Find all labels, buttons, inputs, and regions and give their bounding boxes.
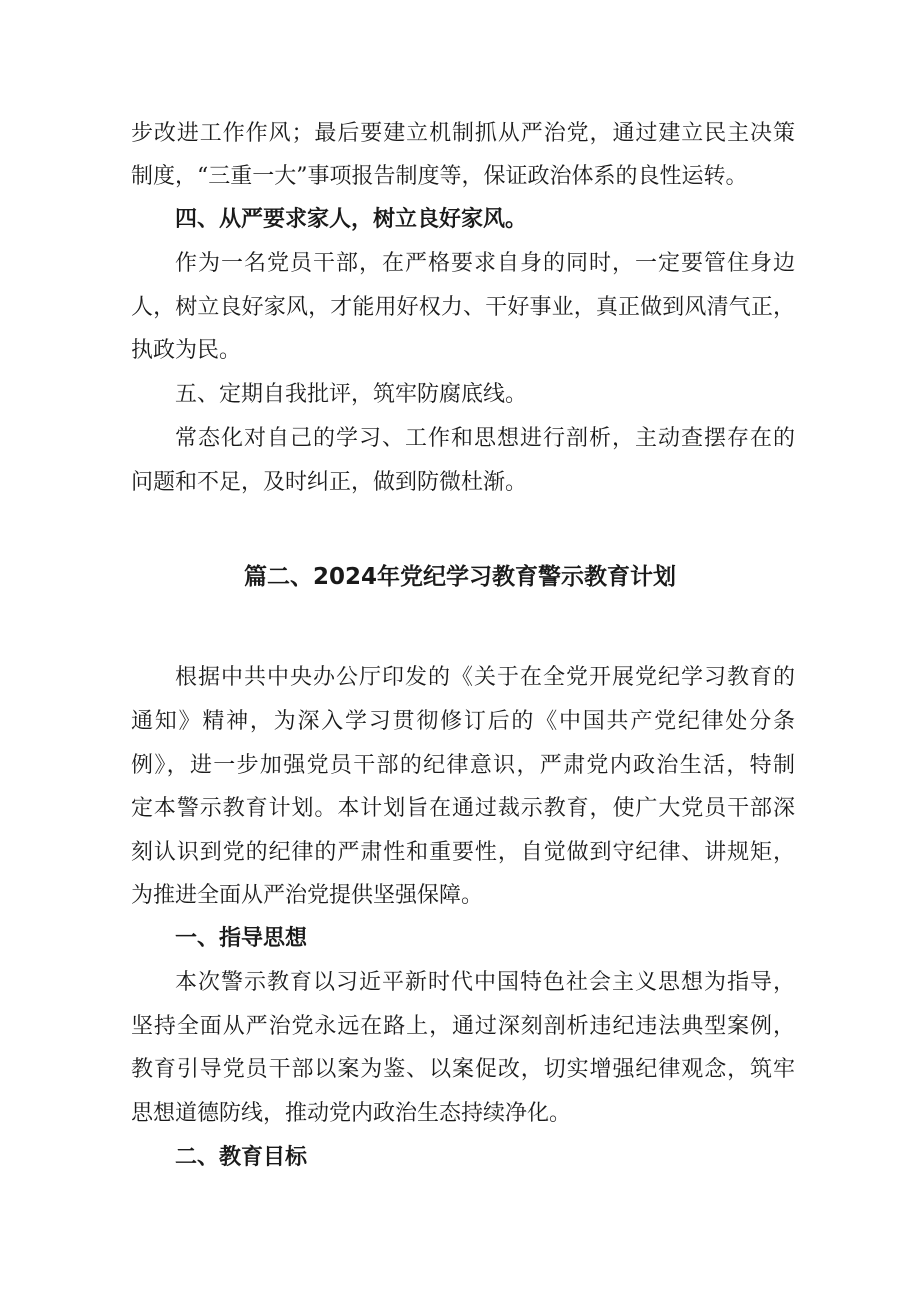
paragraph-line: 思想道德防线，推动党内政治生态持续净化。 — [131, 1101, 572, 1126]
section-title: 篇二、2024年党纪学习教育警示教育计划 — [243, 564, 676, 590]
heading-four: 四、从严要求家人，树立良好家风。 — [175, 207, 528, 232]
paragraph-line: 坚持全面从严治党永远在路上，通过深刻剖析违纪违法典型案例， — [131, 1014, 795, 1039]
paragraph-line: 常态化对自己的学习、工作和思想进行剖析，主动查摆存在的 — [175, 426, 795, 451]
paragraph-line: 本次警示教育以习近平新时代中国特色社会主义思想为指导， — [175, 970, 795, 995]
heading-guiding-ideology: 一、指导思想 — [175, 926, 308, 951]
paragraph-line: 问题和不足，及时纠正，做到防微杜渐。 — [131, 470, 528, 495]
paragraph-line: 刻认识到党的纪律的严肃性和重要性，自觉做到守纪律、讲规矩， — [131, 840, 795, 865]
paragraph-line: 制度，“三重一大”事项报告制度等，保证政治体系的良性运转。 — [131, 164, 748, 189]
paragraph-line: 根据中共中央办公厅印发的《关于在全党开展党纪学习教育的 — [175, 665, 795, 690]
paragraph-line: 通知》精神，为深入学习贯彻修订后的《中国共产党纪律处分条 — [131, 709, 795, 734]
paragraph-line: 步改进工作作风；最后要建立机制抓从严治党，通过建立民主决策 — [131, 121, 795, 146]
paragraph-line: 教育引导党员干部以案为鉴、以案促改，切实增强纪律观念，筑牢 — [131, 1057, 795, 1082]
paragraph-line: 作为一名党员干部，在严格要求自身的同时，一定要管住身边 — [175, 251, 795, 276]
paragraph-line: 定本警示教育计划。本计划旨在通过裁示教育，使广大党员干部深 — [131, 796, 795, 821]
paragraph-line: 为推进全面从严治党提供坚强保障。 — [131, 883, 484, 908]
heading-five: 五、定期自我批评，筑牢防腐底线。 — [175, 382, 528, 407]
paragraph-line: 例》，进一步加强党员干部的纪律意识，严肃党内政治生活，特制 — [131, 753, 795, 778]
paragraph-line: 执政为民。 — [131, 338, 242, 363]
heading-education-goal: 二、教育目标 — [175, 1145, 308, 1170]
paragraph-line: 人，树立良好家风，才能用好权力、干好事业，真正做到风清气正， — [131, 295, 795, 320]
